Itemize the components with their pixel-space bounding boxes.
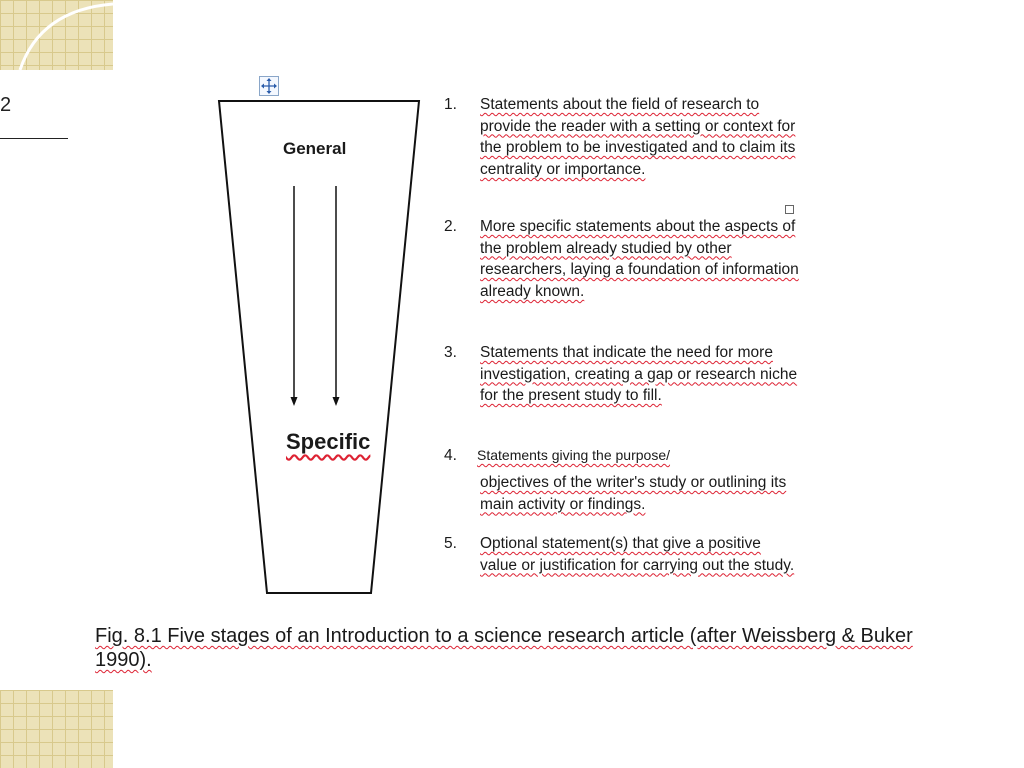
stage-number: 4. (444, 447, 457, 464)
slide-number: 2 (0, 94, 12, 116)
stage-text-heading: Statements giving the purpose/ (477, 447, 671, 463)
stage-text: objectives of the writer's study or outlining its main activity or findings. (480, 474, 787, 513)
stage-text: More specific statements about the aspects of the problem already studied by other researchers, laying a foundation of information already known. (480, 218, 799, 300)
specific-label: Specific (286, 429, 371, 454)
funnel-outline (219, 101, 419, 593)
stage-number: 3. (444, 344, 457, 361)
arrow-down-right (333, 186, 340, 406)
stage-text: Statements about the field of research to provide the reader with a setting or context for the problem to be investigated and to claim its centrality or importance. (480, 96, 796, 178)
stage-text: Statements that indicate the need for more investigation, creating a gap or research niche for the present study to fill. (480, 344, 798, 405)
stage-number: 5. (444, 535, 457, 552)
stage-number: 2. (444, 218, 457, 235)
stage-text: Optional statement(s) that give a positive value or justification for carrying out the study. (480, 535, 795, 574)
figure-caption: Fig. 8.1 Five stages of an Introduction to a science research article (after Weissberg & Buker 1990). (95, 625, 913, 671)
general-label: General (283, 139, 347, 158)
stage-number: 1. (444, 96, 457, 113)
arrow-down-left (291, 186, 298, 406)
